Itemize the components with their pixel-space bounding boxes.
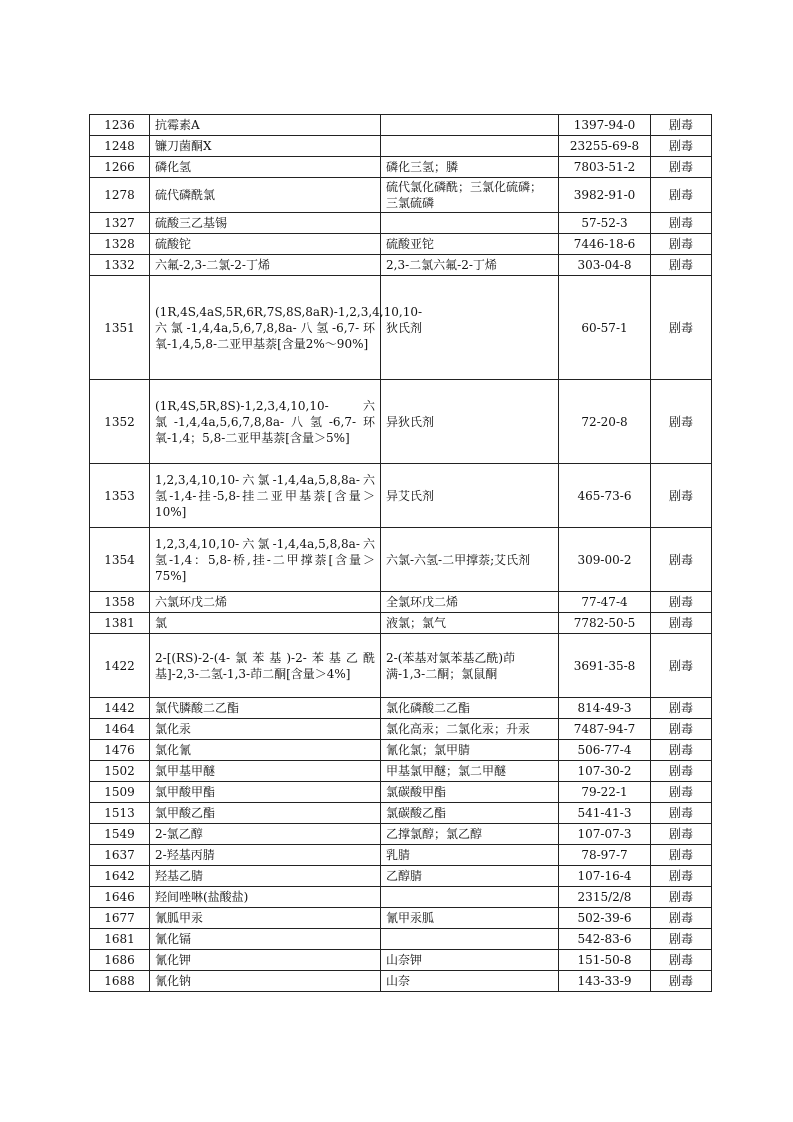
row-number-cell: 1327: [90, 213, 150, 234]
remark-cell: 剧毒: [651, 719, 712, 740]
chemical-name-cell: 氰化镉: [150, 929, 381, 950]
row-number-cell: 1328: [90, 234, 150, 255]
cas-number-cell: 57-52-3: [559, 213, 651, 234]
cas-number-cell: 7487-94-7: [559, 719, 651, 740]
remark-cell: 剧毒: [651, 929, 712, 950]
remark-cell: 剧毒: [651, 464, 712, 528]
cas-number-cell: 107-30-2: [559, 761, 651, 782]
table-row: [90, 528, 712, 592]
remark-cell: 剧毒: [651, 115, 712, 136]
table-row: [90, 698, 712, 719]
chemical-alias-cell: 液氯；氯气: [381, 613, 559, 634]
chemical-name-cell: 羟间唑啉(盐酸盐): [150, 887, 381, 908]
chemical-name-cell: 镰刀菌酮X: [150, 136, 381, 157]
chemical-alias-cell: 异艾氏剂: [381, 464, 559, 528]
remark-cell: 剧毒: [651, 234, 712, 255]
chemical-alias-cell: 狄氏剂: [381, 276, 559, 380]
table-row: [90, 845, 712, 866]
chemical-alias-cell: 乙醇腈: [381, 866, 559, 887]
chemical-name-cell: 硫酸三乙基锡: [150, 213, 381, 234]
cas-number-cell: 107-16-4: [559, 866, 651, 887]
chemical-alias-cell: 异狄氏剂: [381, 380, 559, 464]
chemical-alias-cell: [381, 887, 559, 908]
chemical-alias-cell: 氰化氯；氯甲腈: [381, 740, 559, 761]
chemical-name-cell: 抗霉素A: [150, 115, 381, 136]
remark-cell: 剧毒: [651, 824, 712, 845]
table-row: [90, 971, 712, 992]
row-number-cell: 1248: [90, 136, 150, 157]
row-number-cell: 1278: [90, 178, 150, 213]
table-row: [90, 866, 712, 887]
remark-cell: 剧毒: [651, 592, 712, 613]
cas-number-cell: 7782-50-5: [559, 613, 651, 634]
chemical-name-cell: 氯化氰: [150, 740, 381, 761]
row-number-cell: 1681: [90, 929, 150, 950]
remark-cell: 剧毒: [651, 761, 712, 782]
chemical-alias-cell: 氯碳酸乙酯: [381, 803, 559, 824]
cas-number-cell: 72-20-8: [559, 380, 651, 464]
chemical-alias-cell: 乳腈: [381, 845, 559, 866]
table-row: [90, 908, 712, 929]
chemical-name-cell: 硫代磷酰氯: [150, 178, 381, 213]
table-row: [90, 887, 712, 908]
chemical-name-cell: 2-[(RS)-2-(4-氯苯基)-2-苯基乙酰基]-2,3-二氢-1,3-茚二酮[含量＞4%]: [150, 634, 381, 698]
row-number-cell: 1353: [90, 464, 150, 528]
cas-number-cell: 7446-18-6: [559, 234, 651, 255]
remark-cell: 剧毒: [651, 528, 712, 592]
chemical-name-cell: 2-羟基丙腈: [150, 845, 381, 866]
chemical-name-cell: 氯甲基甲醚: [150, 761, 381, 782]
chemical-alias-cell: 六氯-六氢-二甲撑萘;艾氏剂: [381, 528, 559, 592]
row-number-cell: 1442: [90, 698, 150, 719]
chemical-name-cell: 氯: [150, 613, 381, 634]
remark-cell: 剧毒: [651, 157, 712, 178]
table-row: [90, 824, 712, 845]
chemical-alias-cell: 氯碳酸甲酯: [381, 782, 559, 803]
chemical-alias-cell: 全氯环戊二烯: [381, 592, 559, 613]
chemical-name-cell: 1,2,3,4,10,10-六氯-1,4,4a,5,8,8a-六氢-1,4：5,8-桥,挂-二甲撑萘[含量＞75%]: [150, 528, 381, 592]
chemical-table-body: [90, 115, 712, 992]
cas-number-cell: 60-57-1: [559, 276, 651, 380]
row-number-cell: 1686: [90, 950, 150, 971]
cas-number-cell: 542-83-6: [559, 929, 651, 950]
table-row: [90, 255, 712, 276]
cas-number-cell: 506-77-4: [559, 740, 651, 761]
remark-cell: 剧毒: [651, 908, 712, 929]
remark-cell: 剧毒: [651, 613, 712, 634]
row-number-cell: 1332: [90, 255, 150, 276]
row-number-cell: 1351: [90, 276, 150, 380]
table-row: [90, 178, 712, 213]
remark-cell: 剧毒: [651, 178, 712, 213]
chemical-alias-cell: 2,3-二氯六氟-2-丁烯: [381, 255, 559, 276]
chemical-alias-cell: 硫酸亚铊: [381, 234, 559, 255]
table-row: [90, 136, 712, 157]
chemical-alias-cell: [381, 136, 559, 157]
cas-number-cell: 151-50-8: [559, 950, 651, 971]
chemical-name-cell: 羟基乙腈: [150, 866, 381, 887]
cas-number-cell: 23255-69-8: [559, 136, 651, 157]
chemical-name-cell: 氯甲酸甲酯: [150, 782, 381, 803]
chemical-name-cell: 氰胍甲汞: [150, 908, 381, 929]
chemical-name-cell: 氰化钾: [150, 950, 381, 971]
table-row: [90, 157, 712, 178]
cas-number-cell: 3982-91-0: [559, 178, 651, 213]
table-row: [90, 761, 712, 782]
chemical-alias-cell: 氯化磷酸二乙酯: [381, 698, 559, 719]
row-number-cell: 1549: [90, 824, 150, 845]
row-number-cell: 1677: [90, 908, 150, 929]
chemical-name-cell: 磷化氢: [150, 157, 381, 178]
table-row: [90, 929, 712, 950]
cas-number-cell: 303-04-8: [559, 255, 651, 276]
table-row: [90, 380, 712, 464]
row-number-cell: 1381: [90, 613, 150, 634]
chemical-table: [89, 114, 712, 992]
remark-cell: 剧毒: [651, 866, 712, 887]
cas-number-cell: 143-33-9: [559, 971, 651, 992]
cas-number-cell: 814-49-3: [559, 698, 651, 719]
chemical-alias-cell: 氰甲汞胍: [381, 908, 559, 929]
chemical-alias-cell: [381, 929, 559, 950]
row-number-cell: 1509: [90, 782, 150, 803]
table-row: [90, 950, 712, 971]
table-row: [90, 464, 712, 528]
chemical-alias-cell: [381, 213, 559, 234]
remark-cell: 剧毒: [651, 803, 712, 824]
table-row: [90, 234, 712, 255]
table-row: [90, 803, 712, 824]
row-number-cell: 1354: [90, 528, 150, 592]
remark-cell: 剧毒: [651, 136, 712, 157]
table-row: [90, 592, 712, 613]
chemical-alias-cell: [381, 115, 559, 136]
row-number-cell: 1642: [90, 866, 150, 887]
cas-number-cell: 2315/2/8: [559, 887, 651, 908]
chemical-alias-cell: 山奈: [381, 971, 559, 992]
row-number-cell: 1502: [90, 761, 150, 782]
cas-number-cell: 77-47-4: [559, 592, 651, 613]
remark-cell: 剧毒: [651, 887, 712, 908]
row-number-cell: 1266: [90, 157, 150, 178]
cas-number-cell: 502-39-6: [559, 908, 651, 929]
cas-number-cell: 465-73-6: [559, 464, 651, 528]
row-number-cell: 1637: [90, 845, 150, 866]
chemical-alias-cell: 乙撑氯醇；氯乙醇: [381, 824, 559, 845]
chemical-alias-cell: 2-(苯基对氯苯基乙酰)茚满-1,3-二酮；氯鼠酮: [381, 634, 559, 698]
chemical-name-cell: 氯甲酸乙酯: [150, 803, 381, 824]
chemical-alias-cell: 磷化三氢；膦: [381, 157, 559, 178]
remark-cell: 剧毒: [651, 971, 712, 992]
row-number-cell: 1358: [90, 592, 150, 613]
remark-cell: 剧毒: [651, 380, 712, 464]
table-row: [90, 213, 712, 234]
remark-cell: 剧毒: [651, 782, 712, 803]
row-number-cell: 1236: [90, 115, 150, 136]
table-row: [90, 719, 712, 740]
cas-number-cell: 3691-35-8: [559, 634, 651, 698]
remark-cell: 剧毒: [651, 740, 712, 761]
chemical-name-cell: 六氯环戊二烯: [150, 592, 381, 613]
row-number-cell: 1476: [90, 740, 150, 761]
remark-cell: 剧毒: [651, 255, 712, 276]
chemical-name-cell: 六氟-2,3-二氯-2-丁烯: [150, 255, 381, 276]
cas-number-cell: 309-00-2: [559, 528, 651, 592]
table-row: [90, 276, 712, 380]
chemical-alias-cell: 山奈钾: [381, 950, 559, 971]
chemical-alias-cell: 甲基氯甲醚；氯二甲醚: [381, 761, 559, 782]
chemical-name-cell: 氰化钠: [150, 971, 381, 992]
cas-number-cell: 7803-51-2: [559, 157, 651, 178]
remark-cell: 剧毒: [651, 634, 712, 698]
chemical-name-cell: 2-氯乙醇: [150, 824, 381, 845]
chemical-name-cell: 硫酸铊: [150, 234, 381, 255]
row-number-cell: 1688: [90, 971, 150, 992]
row-number-cell: 1513: [90, 803, 150, 824]
cas-number-cell: 79-22-1: [559, 782, 651, 803]
row-number-cell: 1422: [90, 634, 150, 698]
remark-cell: 剧毒: [651, 845, 712, 866]
cas-number-cell: 1397-94-0: [559, 115, 651, 136]
table-row: [90, 613, 712, 634]
chemical-name-cell: 1,2,3,4,10,10-六氯-1,4,4a,5,8,8a-六氢-1,4-挂-5,8-挂二亚甲基萘[含量＞10%]: [150, 464, 381, 528]
remark-cell: 剧毒: [651, 213, 712, 234]
remark-cell: 剧毒: [651, 276, 712, 380]
chemical-name-cell: 氯化汞: [150, 719, 381, 740]
remark-cell: 剧毒: [651, 950, 712, 971]
chemical-name-cell: (1R,4S,4aS,5R,6R,7S,8S,8aR)-1,2,3,4,10,10-六氯-1,4,4a,5,6,7,8,8a-八氢-6,7-环氧-1,4,5,8-二亚甲基萘[含量2%～90%]: [150, 276, 381, 380]
cas-number-cell: 541-41-3: [559, 803, 651, 824]
chemical-name-cell: (1R,4S,5R,8S)-1,2,3,4,10,10-六氯-1,4,4a,5,6,7,8,8a-八氢-6,7-环氧-1,4；5,8-二亚甲基萘[含量＞5%]: [150, 380, 381, 464]
cas-number-cell: 107-07-3: [559, 824, 651, 845]
table-row: [90, 740, 712, 761]
chemical-name-cell: 氯代膦酸二乙酯: [150, 698, 381, 719]
chemical-alias-cell: 氯化高汞；二氯化汞；升汞: [381, 719, 559, 740]
remark-cell: 剧毒: [651, 698, 712, 719]
table-row: [90, 634, 712, 698]
row-number-cell: 1646: [90, 887, 150, 908]
chemical-alias-cell: 硫代氯化磷酰；三氯化硫磷；三氯硫磷: [381, 178, 559, 213]
row-number-cell: 1464: [90, 719, 150, 740]
row-number-cell: 1352: [90, 380, 150, 464]
cas-number-cell: 78-97-7: [559, 845, 651, 866]
table-row: [90, 782, 712, 803]
table-row: [90, 115, 712, 136]
